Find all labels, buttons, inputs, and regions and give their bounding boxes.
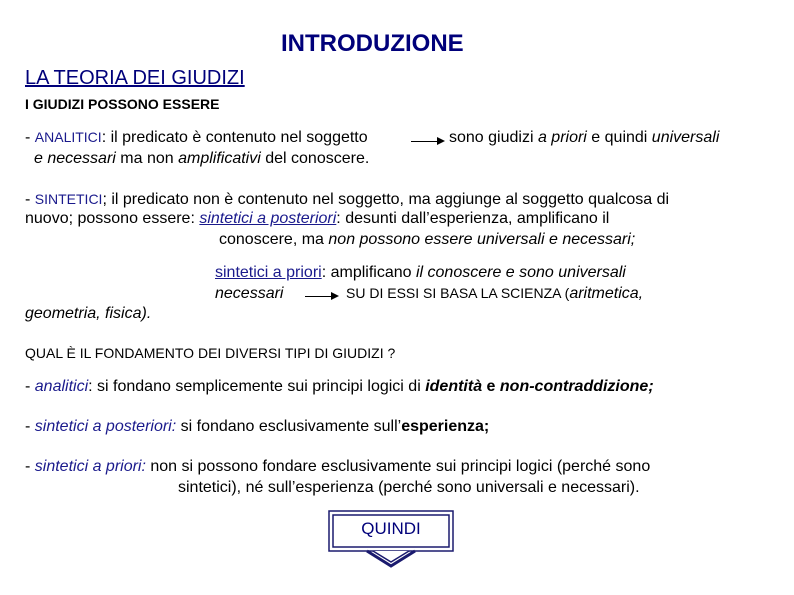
section-heading: I GIUDIZI POSSONO ESSERE (25, 96, 220, 112)
science-basis (346, 285, 643, 303)
text: conoscere, ma (219, 231, 329, 248)
text: non si possono fondare esclusivamente sui principi logici (perché sono (145, 458, 651, 475)
analitici-line1 (25, 129, 368, 147)
science-examples: geometria, fisica). (25, 305, 152, 322)
necessari-text: necessari (215, 285, 284, 302)
text: ma non (115, 150, 179, 167)
amplificativi-text: amplificativi (178, 150, 261, 167)
sintetici-line1 (25, 191, 669, 209)
esperienza-text: esperienza; (401, 418, 490, 435)
text: e (482, 378, 500, 395)
text: e quindi (586, 129, 652, 146)
text: : desunti dall’esperienza, amplificano il (336, 210, 610, 227)
text: SU DI ESSI SI BASA LA SCIENZA ( (346, 285, 570, 301)
text: del conoscere. (260, 150, 370, 167)
dash: - (25, 378, 35, 395)
answer-sintetici-priori-line2: sintetici), né sull’esperienza (perché sono universali e necessari). (178, 479, 640, 496)
text: il conoscere e sono universali (415, 264, 626, 281)
non-universali-text: non possono essere universali e necessari; (328, 231, 636, 248)
sintetici-a-posteriori-term: sintetici a posteriori: (34, 418, 177, 435)
slide-title: INTRODUZIONE (281, 30, 464, 57)
sintetici-line2 (25, 210, 609, 228)
text: si fondano esclusivamente sull’ (176, 418, 402, 435)
quindi-label: QUINDI (361, 519, 421, 538)
dash: - (25, 191, 35, 208)
section-subtitle: LA TEORIA DEI GIUDIZI (25, 67, 245, 89)
sintetici-a-posteriori-term: sintetici a posteriori (199, 210, 337, 227)
text: : amplificano (321, 264, 416, 281)
arrow-right-icon (305, 296, 337, 297)
arrow-right-icon (411, 141, 443, 142)
necessari-text: e necessari (34, 150, 116, 167)
analitici-term: ANALITICI (34, 129, 102, 145)
sintetici-a-priori-line1 (215, 264, 626, 282)
non-contraddizione-text: non-contraddizione; (499, 378, 654, 395)
analitici-def: : il predicato è contenuto nel soggetto (101, 129, 368, 146)
aritmetica-text: aritmetica, (569, 285, 644, 302)
a-priori-text: a priori (537, 129, 587, 146)
analitici-line2 (34, 150, 369, 168)
text: ; il predicato non è contenuto nel soggetto, ma aggiunge al soggetto qualcosa di (102, 191, 670, 208)
question-text: QUAL È IL FONDAMENTO DEI DIVERSI TIPI DI GIUDIZI ? (25, 345, 396, 361)
sintetici-a-priori-term: sintetici a priori (215, 264, 322, 281)
text: : si fondano semplicemente sui principi logici di (88, 378, 426, 395)
answer-sintetici-posteriori (25, 418, 489, 436)
answer-sintetici-priori (25, 458, 650, 476)
universali-text: universali (651, 129, 720, 146)
text: sono giudizi (449, 129, 538, 146)
analitici-consequence (449, 129, 719, 147)
dash: - (25, 418, 35, 435)
dash: - (25, 129, 35, 146)
sintetici-term: SINTETICI (34, 191, 103, 207)
dash: - (25, 458, 35, 475)
identita-text: identità (425, 378, 483, 395)
analitici-term: analitici (34, 378, 89, 395)
text: nuovo; possono essere: (25, 210, 200, 227)
sintetici-line3 (219, 231, 635, 249)
sintetici-a-priori-term: sintetici a priori: (34, 458, 146, 475)
answer-analitici (25, 378, 654, 396)
